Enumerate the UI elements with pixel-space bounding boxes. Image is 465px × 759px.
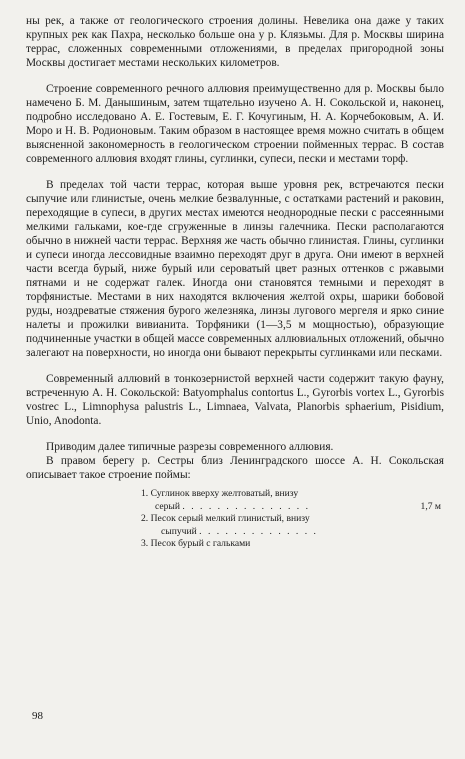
paragraph-sections-intro: Приводим далее типичные разрезы современного аллювия. <box>46 441 334 453</box>
leader-dots: . . . . . . . . . . . . . . <box>199 525 318 537</box>
paragraph-alluvium-structure: Строение современного речного аллювия преимущественно для р. Москвы было намечено Б. М. Данышиным, затем тщательно изучено А. Н. Сокольской и, наконец, подробно исследовано А. Е. Гостевым, Е. Г. Кочугиным, Н. А. Корчебоковым, А. И. Моро и Н. В. Родионовым. Таким образом в настоящее время можно считать в общем выясненной закономерность в геологическом строении пойменных террас. В состав современного аллювия входят глины, суглинки, супеси, пески и местами торф. <box>26 83 444 165</box>
layer-item-1 <box>141 488 441 513</box>
page-number: 98 <box>32 710 43 722</box>
paragraph-continuation: ны рек, а также от геологического строения долины. Невелика она даже у таких крупных рек как Пахра, несколько больше она у р. Клязьмы. Для р. Москвы ширина террас, сложенных современными отложениями, в пределах пригородной зоны Москвы достигает местами нескольких километров. <box>26 15 444 69</box>
paragraph-sestra-section: В правом берегу р. Сестры близ Ленинградского шоссе А. Н. Сокольская описывает такое строение поймы: <box>26 455 444 481</box>
layer-2-line2: сыпучий <box>161 525 197 537</box>
paragraph-terrace-sediments: В пределах той части террас, которая выше уровня рек, встречаются пески сыпучие или глинистые, очень мелкие безвалунные, с остатками растений и раковин, переходящие в супеси, в других местах имеются неоднородные пески с рассеянными мелкими гальками, кое-где сгруженные в линзы галечника. Пески располагаются обычно в нижней части террас. Верхняя же часть обычно глинистая. Глины, суглинки и супеси иногда лессовидные взаимно переходят друг в друга. Они имеют в верхней части всегда бурый, ниже бурый или сероватый цвет разных оттенков с ржавыми пятнами и не содержат галек. Иногда они становятся темными и переходят в торфянистые. Местами в них находятся включения желтой охры, шарики бобовой руды, ноздреватые стяжения бурого железняка, линзы лугового мергеля и ярко синие налеты и прожилки вивианита. Торфяники (1—3,5 м мощностью), образующие подчиненные участки в общей массе современных аллювиальных отложений, обычно залегают на поверхности, но иногда они бывают перекрыты суглинками или песками. <box>26 179 444 359</box>
layer-1-line1: 1. Суглинок вверху желтоватый, внизу <box>141 488 299 499</box>
paragraph-fauna: Современный аллювий в тонкозернистой верхней части содержит такую фауну, встреченную А. Н. Сокольской: Batyomphalus contortus L., Gyrorbis vortex L., Gyrorbis vostrec L., Limnophysa palustris L., Limnaea, Valvata, Planorbis sphaerium, Pisidium, Unio, Anodonta. <box>26 373 444 427</box>
layer-1-line2: серый <box>155 500 181 512</box>
layer-3-line1: 3. Песок бурый с гальками <box>141 538 251 549</box>
leader-dots: . . . . . . . . . . . . . . . <box>182 500 310 512</box>
section-layer-list <box>141 488 441 551</box>
layer-item-2 <box>141 513 441 538</box>
layer-1-thickness: 1,7 м <box>420 500 441 512</box>
layer-item-3 <box>141 538 441 551</box>
layer-2-line1: 2. Песок серый мелкий глинистый, внизу <box>141 513 310 524</box>
body-text <box>26 14 444 551</box>
